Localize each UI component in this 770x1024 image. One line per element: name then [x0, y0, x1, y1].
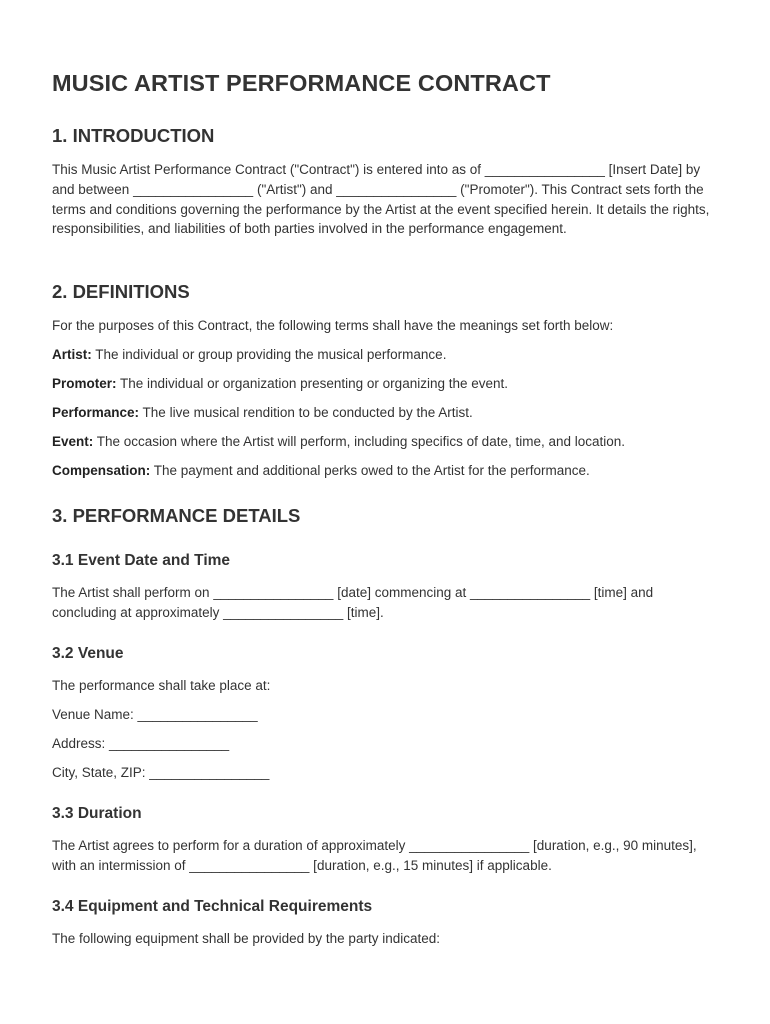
definition-term: Artist:	[52, 347, 92, 362]
venue-name-field: Venue Name: ________________	[52, 707, 258, 722]
definition-term: Performance:	[52, 405, 140, 420]
definition-text: The occasion where the Artist will perform, including specifics of date, time, and location.	[93, 434, 626, 449]
definition-term: Compensation:	[52, 463, 151, 478]
definition-item-performance	[52, 403, 473, 422]
definition-text: The individual or organization presenting or organizing the event.	[116, 376, 509, 391]
equipment-lead: The following equipment shall be provided by the party indicated:	[52, 931, 440, 946]
document-title: MUSIC ARTIST PERFORMANCE CONTRACT	[52, 70, 551, 96]
event-date-paragraph: The Artist shall perform on ________________ [date] commencing at ________________ [time] and concluding at approximately ________________ [time].	[52, 585, 654, 620]
section-heading-introduction: 1. INTRODUCTION	[52, 125, 215, 146]
section-heading-definitions: 2. DEFINITIONS	[52, 281, 190, 302]
definition-text: The individual or group providing the musical performance.	[91, 347, 447, 362]
definition-item-promoter	[52, 374, 508, 393]
section-heading-performance-details: 3. PERFORMANCE DETAILS	[52, 505, 301, 526]
subsection-heading-duration: 3.3 Duration	[52, 805, 142, 822]
definition-text: The payment and additional perks owed to the Artist for the performance.	[150, 463, 590, 478]
definition-item-compensation	[52, 461, 590, 480]
subsection-heading-equipment: 3.4 Equipment and Technical Requirements	[52, 898, 373, 915]
duration-paragraph: The Artist agrees to perform for a duration of approximately ________________ [duration, e.g., 90 minutes], with an intermission of ________________ [duration, e.g., 15 minutes] if applicable.	[52, 838, 697, 873]
venue-city-field: City, State, ZIP: ________________	[52, 765, 270, 780]
definition-term: Event:	[52, 434, 94, 449]
venue-address-field: Address: ________________	[52, 736, 230, 751]
definition-item-event	[52, 432, 625, 451]
definition-item-artist	[52, 345, 446, 364]
definitions-lead: For the purposes of this Contract, the following terms shall have the meanings set forth below:	[52, 318, 614, 333]
definition-text: The live musical rendition to be conducted by the Artist.	[139, 405, 473, 420]
introduction-paragraph: This Music Artist Performance Contract ("Contract") is entered into as of ________________ [Insert Date] by and between ________________ ("Artist") and ________________ ("Promoter"). This Contract sets forth the terms and conditions governing the performance by the Artist at the event specified herein. It details the rights, responsibilities, and liabilities of both parties involved in the performance engagement.	[52, 162, 710, 237]
venue-lead: The performance shall take place at:	[52, 678, 271, 693]
subsection-heading-venue: 3.2 Venue	[52, 645, 124, 662]
definition-term: Promoter:	[52, 376, 117, 391]
subsection-heading-event-date: 3.1 Event Date and Time	[52, 552, 231, 569]
